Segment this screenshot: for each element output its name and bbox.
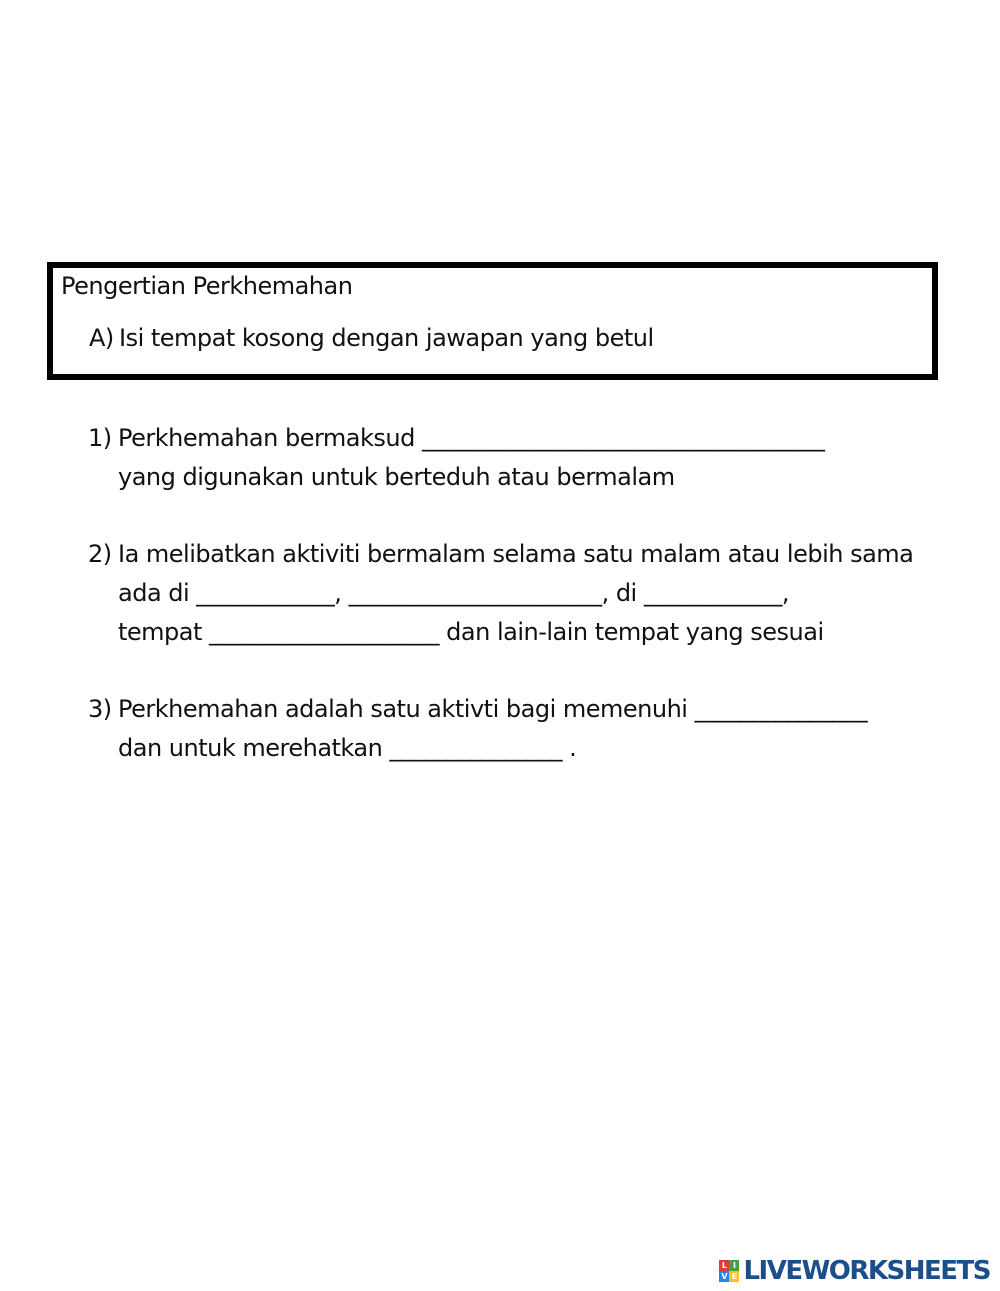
question-2-number: 2) bbox=[88, 540, 112, 568]
question-3-line-1: Perkhemahan adalah satu aktivti bagi memenuhi _______________ bbox=[118, 695, 868, 723]
worksheet-title: Pengertian Perkhemahan bbox=[61, 272, 353, 300]
question-2-line-3: tempat ____________________ dan lain-lain tempat yang sesuai bbox=[118, 618, 824, 646]
liveworksheets-logo-icon bbox=[719, 1260, 739, 1282]
question-1-line-1: Perkhemahan bermaksud ___________________________________ bbox=[118, 424, 825, 452]
instruction-letter: A) bbox=[89, 324, 114, 352]
logo-letter-l: L bbox=[719, 1260, 729, 1271]
instruction-text: Isi tempat kosong dengan jawapan yang betul bbox=[119, 324, 654, 352]
logo-letter-e: E bbox=[729, 1271, 739, 1282]
question-1-number: 1) bbox=[88, 424, 112, 452]
question-2-line-2: ada di ____________, ______________________, di ____________, bbox=[118, 579, 789, 607]
question-1-line-2: yang digunakan untuk berteduh atau bermalam bbox=[118, 463, 675, 491]
brand-name: LIVEWORKSHEETS bbox=[743, 1256, 990, 1286]
question-3-line-2: dan untuk merehatkan _______________ . bbox=[118, 734, 577, 762]
question-2-line-1: Ia melibatkan aktiviti bermalam selama satu malam atau lebih sama bbox=[118, 540, 914, 568]
liveworksheets-brand bbox=[719, 1254, 990, 1288]
question-3-number: 3) bbox=[88, 695, 112, 723]
header-box bbox=[47, 262, 938, 380]
logo-letter-v: V bbox=[721, 1272, 728, 1281]
logo-letter-i: I bbox=[729, 1260, 739, 1271]
